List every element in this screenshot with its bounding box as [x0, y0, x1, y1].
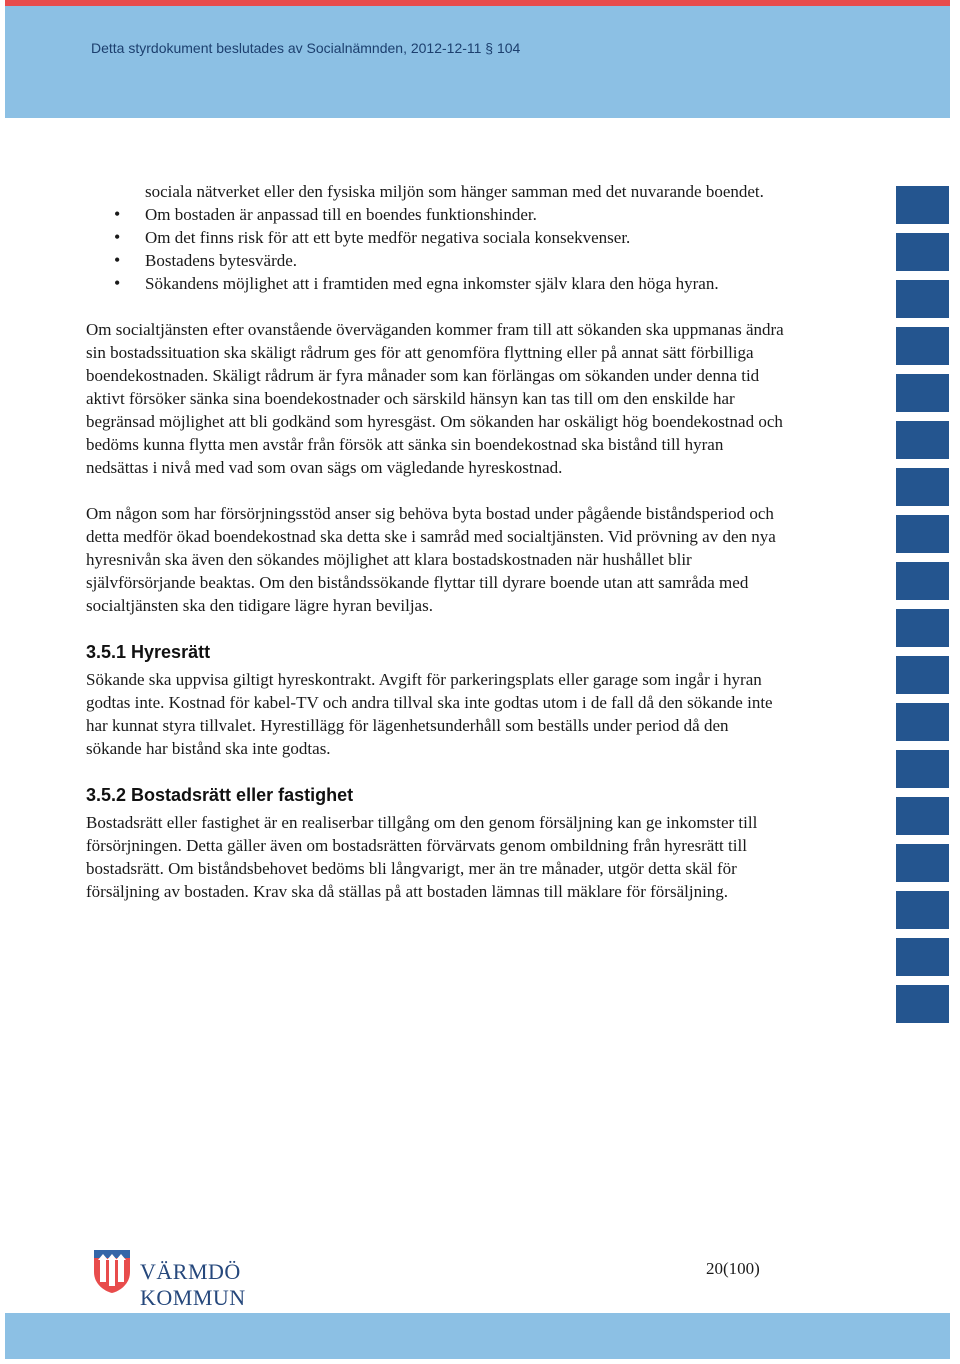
municipality-logo — [92, 1246, 352, 1310]
footer-band — [5, 1313, 950, 1359]
paragraph: Sökande ska uppvisa giltigt hyreskontrakt. Avgift för parkeringsplats eller garage som ingår i hyran godtas inte. Kostnad för kabel-TV och andra tillval ska inte godtas utom i de fall då den sökande inte har kunnat styra tillvalet. Hyrestillägg för lägenhetsunderhåll som beställs under period då den sökande har bistånd ska inte godtas. — [86, 670, 773, 758]
section-heading-hyresratt: 3.5.1 Hyresrätt — [86, 642, 211, 662]
document-body — [86, 180, 786, 903]
paragraph: Om socialtjänsten efter ovanstående överväganden kommer fram till att sökanden ska uppmanas ändra sin bostadssituation ska skäligt rådrum ges för att genomföra flyttning eller på annat sätt förbilliga boendekostnaden. Skäligt rådrum är fyra månader som kan förlängas om sökanden under denna tid aktivt försöker sänka sina boendekostnader och särskild hänsyn kan tas till om den enskilde har begränsad möjlighet att bli godkänd som hyresgäst. Om sökanden har oskäligt hög boendekostnad och bedöms kunna flytta men avstår från försök att sänka sin boendekostnad ska bistånd till hyran nedsättas i nivå med vad som ovan sägs om vägledande hyreskostnad. — [86, 320, 784, 477]
bullet-item: • Bostadens bytesvärde. — [86, 249, 786, 272]
side-stripe-decoration — [896, 186, 949, 1032]
bullet-item: • Om bostaden är anpassad till en boendes funktionshinder. — [86, 203, 786, 226]
paragraph: Om någon som har försörjningsstöd anser sig behöva byta bostad under pågående biståndsperiod och detta medför ökad boendekostnad ska detta ske i samråd med socialtjänsten. Vid prövning av den nya hyresnivån ska även den sökandes möjlighet att klara bostadskostnaden när hushållet blir självförsörjande beaktas. Om den biståndssökande flyttar till dyrare boende utan att samråda med socialtjänsten ska den tidigare lägre hyran beviljas. — [86, 504, 776, 615]
coat-of-arms-icon — [92, 1246, 132, 1294]
section-heading-bostadsratt: 3.5.2 Bostadsrätt eller fastighet — [86, 785, 354, 805]
header-band — [5, 0, 950, 118]
bullet-item: • Om det finns risk för att ett byte medför negativa sociala konsekvenser. — [86, 226, 786, 249]
paragraph: Bostadsrätt eller fastighet är en realiserbar tillgång om den genom försäljning kan ge inkomster till försörjningen. Detta gäller även om bostadsrätten förvärvats genom ombildning från hyresrätt till bostadsrätt. Om biståndsbehovet bedöms bli långvarigt, mer än tre månader, utgör detta skäl för försäljning av bostaden. Krav ska då ställas på att bostaden lämnas till mäklare för försäljning. — [86, 813, 758, 901]
bullet-continuation: sociala nätverket eller den fysiska miljön som hänger samman med det nuvarande boendet. — [145, 182, 764, 201]
header-text: Detta styrdokument beslutades av Socialnämnden, 2012-12-11 § 104 — [91, 40, 521, 56]
bullet-item: • Sökandens möjlighet att i framtiden med egna inkomster själv klara den höga hyran. — [86, 272, 786, 295]
bullet-list — [86, 180, 786, 295]
logo-text: VÄRMDÖ KOMMUN — [140, 1259, 246, 1310]
page-number: 20(100) — [706, 1259, 760, 1278]
